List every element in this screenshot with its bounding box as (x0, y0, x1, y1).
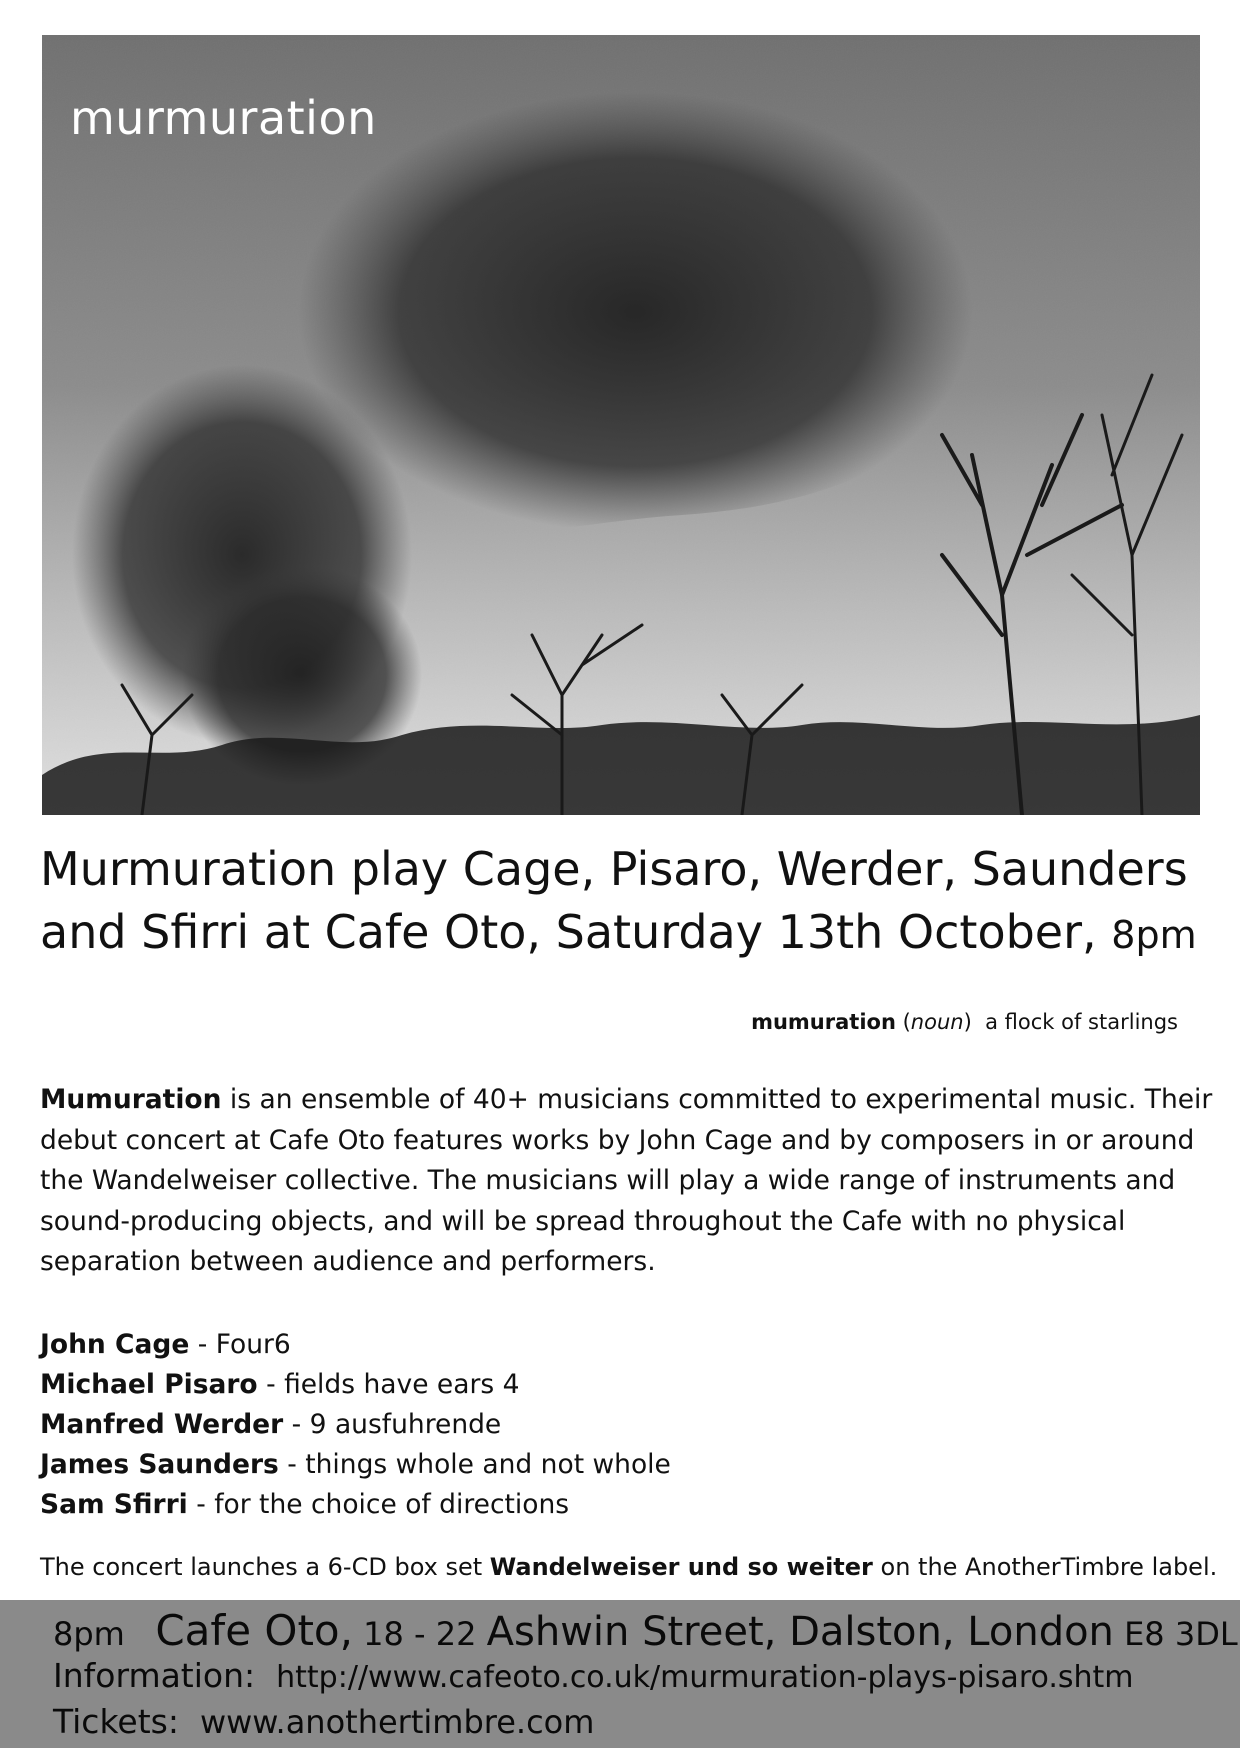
headline-line-2-text: and Sfirri at Cafe Oto, Saturday 13th October, (40, 905, 1097, 959)
launch-title: Wandelweiser und so weiter (489, 1553, 873, 1581)
separator: - (187, 1489, 215, 1520)
separator: - (257, 1369, 285, 1400)
headline-line-1: Murmuration play Cage, Pisaro, Werder, Saunders (40, 842, 1188, 896)
separator: - (278, 1449, 306, 1480)
murmuration-photo (42, 35, 1200, 815)
list-item (40, 1405, 1140, 1445)
pos-open: ( (902, 1010, 911, 1034)
separator: - (283, 1409, 310, 1440)
description-text: is an ensemble of 40+ musicians committed to experimental music. Their debut concert at Cafe Oto features works by John Cage and by composers in or around the Wandelweiser collective. The musicians will play a wide range of instruments and sound-producing objects, and will be spread throughout the Cafe with no physical separation between audience and performers. (40, 1084, 1213, 1277)
piece-title: 9 ausfuhrende (309, 1409, 502, 1440)
headline-line-2 (40, 901, 1220, 967)
launch-after: on the AnotherTimbre label. (872, 1553, 1218, 1581)
piece-title: things whole and not whole (305, 1449, 671, 1480)
launch-note (40, 1553, 1240, 1581)
separator: - (189, 1329, 216, 1360)
piece-title: for the choice of directions (214, 1489, 570, 1520)
description-lead: Mumuration (40, 1084, 222, 1115)
flock-main (298, 92, 973, 533)
launch-before: The concert launches a 6-CD box set (40, 1553, 490, 1581)
footer-info-label: Information: (53, 1656, 256, 1695)
piece-title: Four6 (215, 1329, 291, 1360)
footer-tickets-label: Tickets: (53, 1702, 179, 1741)
composer-name: Manfred Werder (40, 1409, 284, 1440)
description (40, 1080, 1220, 1283)
starling-flock-illustration (42, 35, 1200, 815)
headline-time: 8pm (1111, 913, 1197, 957)
pos-close: ) (963, 1010, 972, 1034)
piece-title: fields have ears 4 (284, 1369, 520, 1400)
photo-title: murmuration (70, 91, 377, 145)
footer-time: 8pm (53, 1615, 125, 1653)
footer-venue: Cafe Oto, (155, 1606, 353, 1655)
footer-address-number: 18 - 22 (363, 1615, 477, 1653)
composer-name: Michael Pisaro (40, 1369, 258, 1400)
footer-tickets-row (53, 1702, 594, 1741)
footer-postcode: E8 3DL (1124, 1615, 1238, 1653)
composer-name: James Saunders (40, 1449, 279, 1480)
footer-info-row (53, 1656, 1133, 1695)
footer-address-street: Ashwin Street, Dalston, London (486, 1609, 1114, 1655)
list-item (40, 1445, 1140, 1485)
pos-text: noun (910, 1010, 964, 1034)
composer-name: Sam Sfirri (40, 1489, 188, 1520)
definition-term: mumuration (751, 1010, 896, 1034)
list-item (40, 1485, 1140, 1525)
footer-tickets-link[interactable]: www.anothertimbre.com (199, 1703, 595, 1741)
definition-meaning: a flock of starlings (985, 1010, 1178, 1034)
definition (751, 1010, 1178, 1034)
footer-info-link[interactable]: http://www.cafeoto.co.uk/murmuration-plays-pisaro.shtm (276, 1660, 1134, 1695)
footer-info-band (0, 1600, 1240, 1748)
composer-name: John Cage (40, 1329, 190, 1360)
definition-part-of-speech (903, 1010, 972, 1034)
headline (40, 838, 1220, 967)
works-list (40, 1325, 1140, 1525)
list-item (40, 1365, 1140, 1405)
list-item (40, 1325, 1140, 1365)
footer-venue-row (53, 1606, 1238, 1655)
